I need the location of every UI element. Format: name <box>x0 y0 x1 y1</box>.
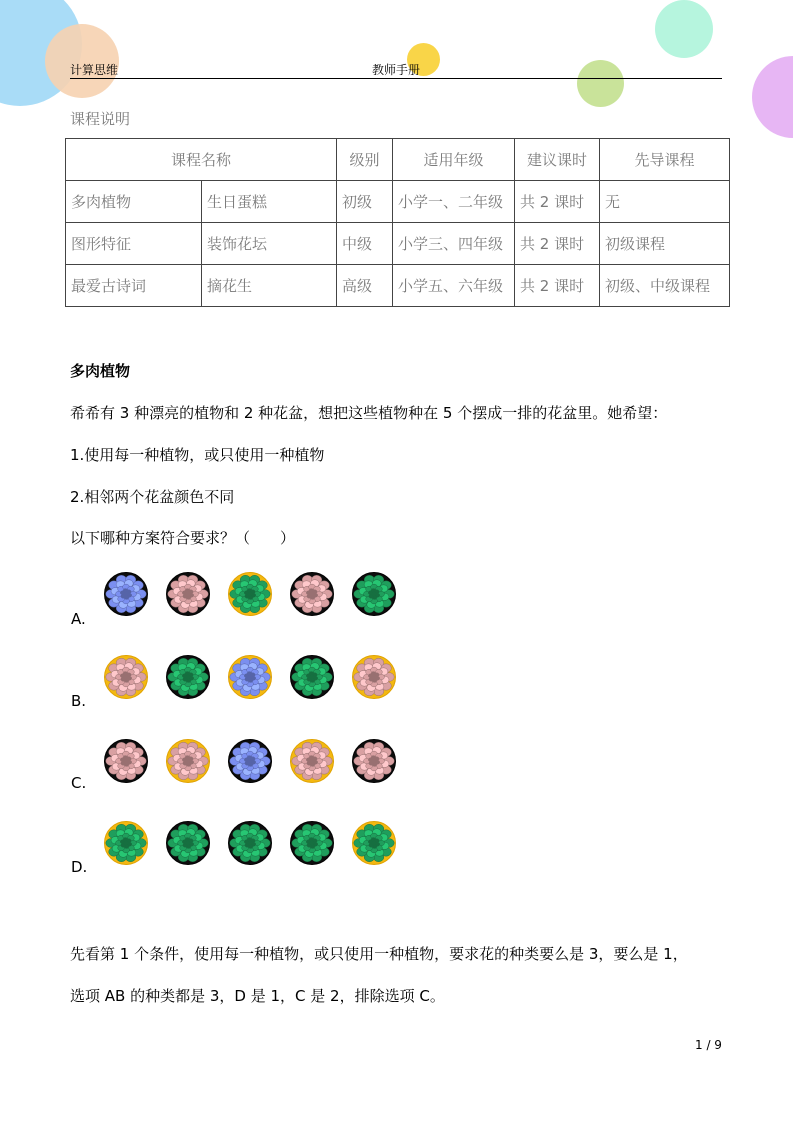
problem-title: 多肉植物 <box>70 362 131 380</box>
table-cell: 摘花生 <box>202 265 337 307</box>
table-header-cell: 适用年级 <box>393 139 515 181</box>
table-cell: 共 2 课时 <box>515 265 600 307</box>
table-cell: 装饰花坛 <box>202 223 337 265</box>
question-text: 以下哪种方案符合要求？（ ） <box>70 529 296 547</box>
table-row <box>66 265 730 307</box>
potted-plant-pink-black-pot <box>290 572 334 616</box>
problem-intro: 希希有 3 种漂亮的植物和 2 种花盆，想把这些植物种在 5 个摆成一排的花盆里。她希望： <box>70 404 668 422</box>
table-header-cell: 先导课程 <box>600 139 730 181</box>
section-label: 课程说明 <box>70 110 131 128</box>
potted-plant-blue-black-pot <box>228 739 272 783</box>
condition-2: 2.相邻两个花盆颜色不同 <box>70 488 235 506</box>
table-cell: 中级 <box>337 223 393 265</box>
table-header-row <box>66 139 730 181</box>
table-cell: 多肉植物 <box>66 181 202 223</box>
option-c-label: C. <box>71 774 87 792</box>
table-row <box>66 181 730 223</box>
potted-plant-green-black-pot <box>166 821 210 865</box>
potted-plant-pink-black-pot <box>104 739 148 783</box>
table-cell: 无 <box>600 181 730 223</box>
table-cell: 最爱古诗词 <box>66 265 202 307</box>
potted-plant-pink-yellow-pot <box>352 655 396 699</box>
table-cell: 初级课程 <box>600 223 730 265</box>
potted-plant-green-black-pot <box>228 821 272 865</box>
potted-plant-green-black-pot <box>352 572 396 616</box>
table-cell: 初级、中级课程 <box>600 265 730 307</box>
decor-circle-lavender <box>752 56 793 138</box>
table-header-cell: 级别 <box>337 139 393 181</box>
potted-plant-green-yellow-pot <box>352 821 396 865</box>
table-header-cell: 课程名称 <box>66 139 337 181</box>
potted-plant-green-yellow-pot <box>104 821 148 865</box>
table-cell: 小学三、四年级 <box>393 223 515 265</box>
option-a-label: A. <box>71 610 86 628</box>
potted-plant-green-black-pot <box>290 821 334 865</box>
potted-plant-green-black-pot <box>166 655 210 699</box>
potted-plant-pink-yellow-pot <box>290 739 334 783</box>
table-cell: 小学五、六年级 <box>393 265 515 307</box>
table-cell: 初级 <box>337 181 393 223</box>
option-d-label: D. <box>71 858 88 876</box>
table-cell: 小学一、二年级 <box>393 181 515 223</box>
header-left-text: 计算思维 <box>70 63 119 77</box>
table-row <box>66 223 730 265</box>
potted-plant-blue-yellow-pot <box>228 655 272 699</box>
table-cell: 共 2 课时 <box>515 181 600 223</box>
table-header-cell: 建议课时 <box>515 139 600 181</box>
header-center-text: 教师手册 <box>372 63 421 77</box>
potted-plant-pink-yellow-pot <box>104 655 148 699</box>
table-cell: 共 2 课时 <box>515 223 600 265</box>
table-cell: 图形特征 <box>66 223 202 265</box>
condition-1: 1.使用每一种植物，或只使用一种植物 <box>70 446 325 464</box>
potted-plant-pink-black-pot <box>352 739 396 783</box>
decor-circle-lime <box>577 60 624 107</box>
header-rule <box>70 78 722 79</box>
answer-line-2: 选项 AB 的种类都是 3，D 是 1，C 是 2，排除选项 C。 <box>70 987 445 1005</box>
potted-plant-pink-yellow-pot <box>166 739 210 783</box>
potted-plant-blue-black-pot <box>104 572 148 616</box>
course-table <box>65 138 730 307</box>
answer-line-1: 先看第 1 个条件，使用每一种植物，或只使用一种植物，要求花的种类要么是 3，要么是 1， <box>70 945 688 963</box>
table-cell: 高级 <box>337 265 393 307</box>
option-b-label: B. <box>71 692 87 710</box>
decor-circle-mint <box>655 0 713 58</box>
potted-plant-pink-black-pot <box>166 572 210 616</box>
page-number: 1 / 9 <box>695 1038 722 1052</box>
table-cell: 生日蛋糕 <box>202 181 337 223</box>
potted-plant-green-yellow-pot <box>228 572 272 616</box>
potted-plant-green-black-pot <box>290 655 334 699</box>
